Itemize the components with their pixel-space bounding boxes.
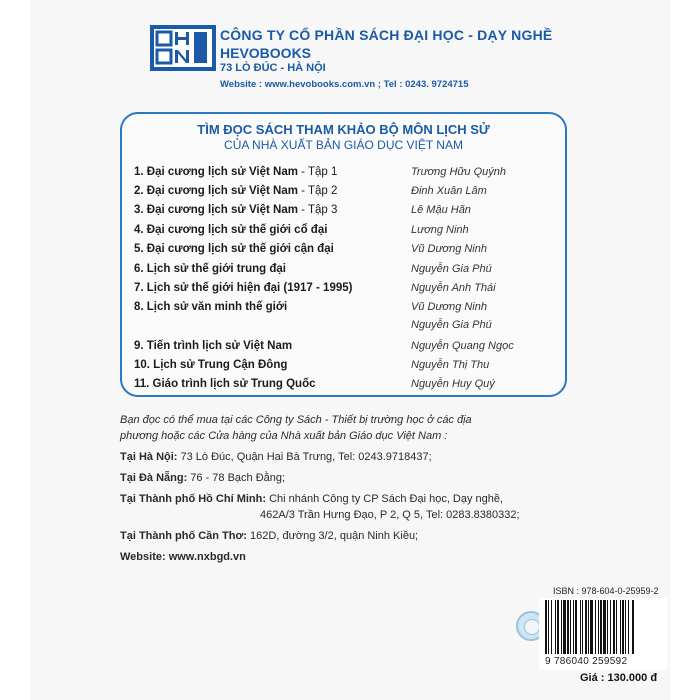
book-author: Nguyễn Gia Phú [411,319,492,331]
book-title: 8. Lịch sử văn minh thế giới [134,301,288,313]
book-list-subtitle: CỦA NHÀ XUẤT BẢN GIÁO DỤC VIỆT NAM [224,138,463,152]
book-title: 3. Đại cương lịch sử Việt Nam - Tập 3 [134,204,338,216]
book-title: 11. Giáo trình lịch sử Trung Quốc [134,378,316,390]
publisher-name: CÔNG TY CỔ PHẦN SÁCH ĐẠI HỌC - DẠY NGHỀ [220,27,553,43]
isbn-barcode [539,598,667,670]
publisher-brand: HEVOBOOKS [220,45,312,61]
book-title: 4. Đại cương lịch sử thế giới cổ đại [134,224,328,236]
isbn-number: ISBN : 978-604-0-25959-2 [553,586,659,596]
purchase-intro: Bạn đọc có thể mua tại các Công ty Sách - Thiết bị trường học ở các địa [120,414,472,426]
purchase-intro: phương hoặc các Cửa hàng của Nhà xuất bản Giáo dục Việt Nam : [120,430,448,442]
logo-mark-icon [154,29,212,67]
barcode-digits: 9 786040 259592 [545,656,628,667]
barcode-bars-icon [543,600,663,656]
book-title: 5. Đại cương lịch sử thế giới cận đại [134,243,334,255]
book-author: Nguyễn Quang Ngọc [411,340,514,352]
book-author: Nguyễn Anh Thái [411,282,496,294]
book-author: Vũ Dương Ninh [411,243,487,255]
book-title: 6. Lịch sử thế giới trung đại [134,263,286,275]
danang-store: Tại Đà Nẵng: 76 - 78 Bạch Đằng; [120,472,286,484]
book-author: Vũ Dương Ninh [411,301,487,313]
cantho-store: Tại Thành phố Cần Thơ: 162D, đường 3/2, quận Ninh Kiều; [120,530,419,542]
price-label: Giá : 130.000 đ [580,672,658,684]
hanoi-store: Tại Hà Nội: 73 Lò Đúc, Quận Hai Bà Trưng, Tel: 0243.9718437; [120,451,432,463]
book-author: Lương Ninh [411,224,469,236]
book-title: 10. Lịch sử Trung Cận Đông [134,359,288,371]
book-author: Nguyễn Huy Quý [411,378,495,390]
book-title: 2. Đại cương lịch sử Việt Nam - Tập 2 [134,185,338,197]
book-author: Đinh Xuân Lâm [411,185,487,197]
book-title: 1. Đại cương lịch sử Việt Nam - Tập 1 [134,166,338,178]
book-author: Nguyễn Gia Phú [411,263,492,275]
book-list-box [120,112,567,397]
book-title: 9. Tiến trình lịch sử Việt Nam [134,340,293,352]
book-author: Lê Mậu Hãn [411,204,471,216]
book-title: 7. Lịch sử thế giới hiện đại (1917 - 1995) [134,282,353,294]
book-list-title: TÌM ĐỌC SÁCH THAM KHẢO BỘ MÔN LỊCH SỬ [197,122,490,137]
nxbgd-website: Website: www.nxbgd.vn [120,551,246,563]
publisher-website: Website : www.hevobooks.com.vn ; Tel : 0243. 9724715 [220,79,469,90]
hcm-store-address: 462A/3 Trần Hưng Đạo, P 2, Q 5, Tel: 0283.8380332; [260,509,520,521]
book-author: Nguyễn Thị Thu [411,359,490,371]
hcm-store: Tại Thành phố Hồ Chí Minh: Chi nhánh Công ty CP Sách Đại học, Dạy nghề, [120,493,504,505]
book-author: Trương Hữu Quýnh [411,166,506,178]
publisher-address: 73 LÒ ĐÚC - HÀ NỘI [220,62,326,74]
publisher-logo [150,25,216,71]
